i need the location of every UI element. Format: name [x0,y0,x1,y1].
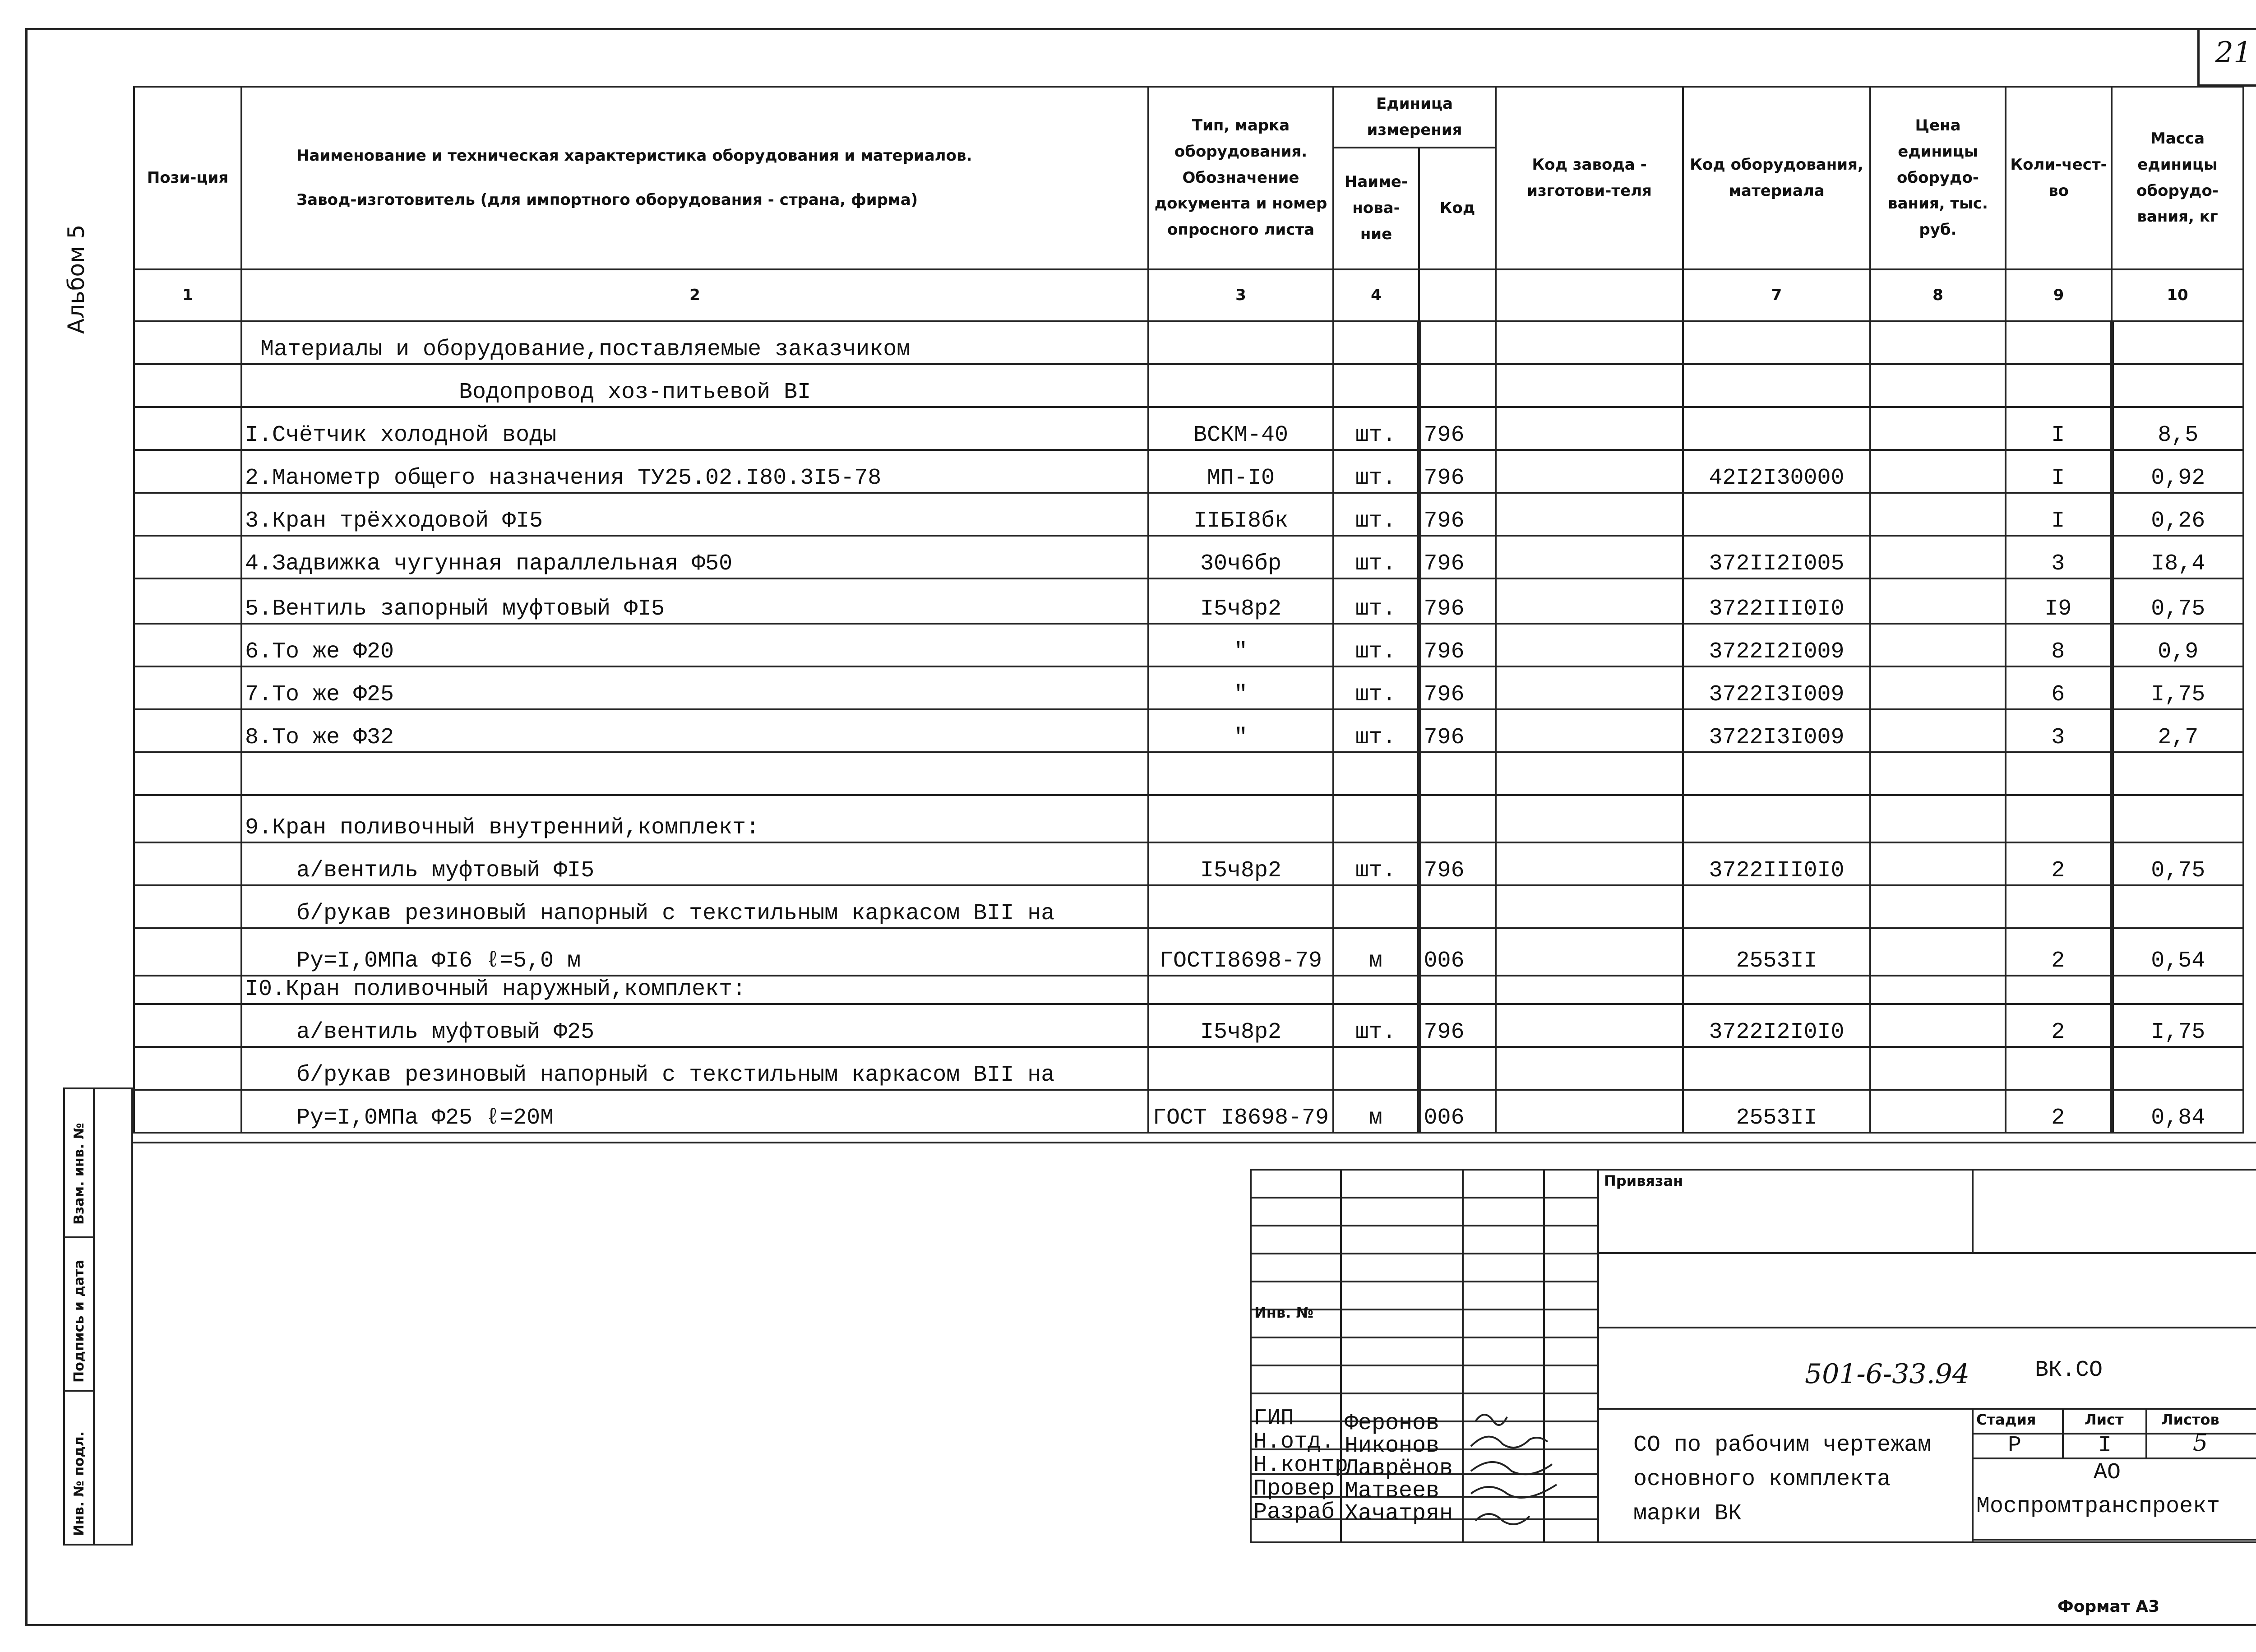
row-material-code [1683,407,1870,450]
table-row [134,624,2243,666]
row-type [1148,752,1333,795]
specification-table [133,86,2244,1134]
row-mass: I,75 [2112,666,2243,709]
signature-names [1345,1412,1453,1525]
row-unit [1333,1047,1419,1090]
row-material-code [1683,493,1870,536]
row-name: Py=I,0МПа Ф25 ℓ=20М [241,1090,1148,1133]
row-unit-code: 796 [1419,666,1496,709]
row-material-code: 2553II [1683,928,1870,976]
row-name: 7.То же Ф25 [241,666,1148,709]
row-mass: 2,7 [2112,709,2243,752]
row-factory-code [1496,976,1683,1004]
row-position [134,536,241,578]
name-feronov: Феронов [1345,1411,1440,1436]
row-unit-code [1419,321,1496,364]
row-unit-code: 796 [1419,578,1496,624]
strip-cell-inv-podl [65,1392,95,1544]
row-material-code: 3722III0I0 [1683,842,1870,885]
row-type: IIБI8бк [1148,493,1333,536]
table-row [134,842,2243,885]
role-prover: Провер [1253,1476,1335,1502]
table-row [134,1004,2243,1047]
role-razrab: Разраб [1253,1499,1335,1525]
strip-cell-vzam [65,1089,95,1238]
table-row [134,976,2243,1004]
row-material-code [1683,752,1870,795]
name-nikonov: Никонов [1345,1433,1440,1459]
table-row [134,450,2243,493]
table-row [134,493,2243,536]
row-type [1148,976,1333,1004]
sheets-value: 5 [2193,1430,2208,1457]
row-name [241,752,1148,795]
row-quantity: 3 [2006,536,2112,578]
row-mass [2112,1047,2243,1090]
row-position [134,578,241,624]
sheet-value: I [2098,1433,2112,1458]
row-material-code: 3722I2I009 [1683,624,1870,666]
row-position [134,493,241,536]
row-quantity: I [2006,407,2112,450]
row-unit [1333,885,1419,928]
row-unit [1333,795,1419,842]
row-unit: м [1333,1090,1419,1133]
table-row [134,752,2243,795]
row-type: " [1148,666,1333,709]
row-mass: 0,54 [2112,928,2243,976]
row-factory-code [1496,1047,1683,1090]
row-price [1870,709,2006,752]
row-name: I0.Кран поливочный наружный,комплект: [241,976,1148,1004]
row-mass [2112,752,2243,795]
row-factory-code [1496,752,1683,795]
row-price [1870,1004,2006,1047]
column-number: 4 [1333,269,1419,321]
row-factory-code [1496,364,1683,407]
row-mass: I8,4 [2112,536,2243,578]
row-unit: шт. [1333,842,1419,885]
column-number: 9 [2006,269,2112,321]
row-type [1148,795,1333,842]
table-row [134,885,2243,928]
row-name: 3.Кран трёхходовой ФI5 [241,493,1148,536]
row-quantity: I [2006,450,2112,493]
row-unit [1333,976,1419,1004]
approval-strip [63,1087,133,1546]
header-factory-code: Код завода - изготови-теля [1496,87,1683,269]
grid-line [1972,1539,2256,1541]
row-position [134,624,241,666]
row-type: МП-I0 [1148,450,1333,493]
strip-label-inv-podl: Инв. № подл. [71,1431,87,1536]
row-price [1870,752,2006,795]
row-position [134,450,241,493]
row-position [134,1047,241,1090]
table-row [134,1090,2243,1133]
row-type: I5ч8р2 [1148,1004,1333,1047]
row-unit-code: 796 [1419,450,1496,493]
grid-line [1597,1408,2256,1410]
row-material-code [1683,976,1870,1004]
row-mass: 0,92 [2112,450,2243,493]
row-factory-code [1496,578,1683,624]
name-matveev: Матвеев [1345,1478,1440,1504]
document-description [1633,1428,1931,1531]
document-number: 501-6-33.94 [1805,1358,1970,1390]
row-price [1870,450,2006,493]
row-price [1870,795,2006,842]
row-position [134,752,241,795]
row-name: 5.Вентиль запорный муфтовый ФI5 [241,578,1148,624]
grid-line [1597,1327,2256,1328]
column-number: 2 [241,269,1148,321]
header-unit-code: Код [1419,148,1496,269]
row-quantity [2006,1047,2112,1090]
row-position [134,842,241,885]
row-factory-code [1496,624,1683,666]
org-line-1: АО [2094,1460,2121,1485]
row-unit: шт. [1333,493,1419,536]
row-name: 4.Задвижка чугунная параллельная Ф50 [241,536,1148,578]
row-material-code [1683,885,1870,928]
row-type: 30ч6бр [1148,536,1333,578]
description-line-3: марки ВК [1633,1501,1742,1527]
row-position [134,666,241,709]
name-lavrenov: Лаврёнов [1345,1456,1453,1481]
header-unit-name: Наиме-нова-ние [1333,148,1419,269]
stage-value: Р [2008,1433,2022,1458]
row-position [134,407,241,450]
row-quantity: I [2006,493,2112,536]
row-mass: 0,26 [2112,493,2243,536]
role-n-kontr: Н.контр [1253,1453,1349,1478]
strip-label-vzam: Взам. инв. № [71,1123,87,1225]
row-unit [1333,752,1419,795]
column-number: 1 [134,269,241,321]
row-quantity: 2 [2006,1004,2112,1047]
row-mass: 0,84 [2112,1090,2243,1133]
row-material-code: 3722I3I009 [1683,709,1870,752]
row-unit: шт. [1333,624,1419,666]
row-price [1870,624,2006,666]
row-mass: 0,75 [2112,842,2243,885]
row-quantity: 8 [2006,624,2112,666]
row-unit: шт. [1333,709,1419,752]
row-factory-code [1496,842,1683,885]
row-type: ГОСТI8698-79 [1148,928,1333,976]
row-quantity: 3 [2006,709,2112,752]
row-factory-code [1496,666,1683,709]
row-factory-code [1496,1090,1683,1133]
role-gip: ГИП [1253,1406,1294,1431]
table-row [134,578,2243,624]
row-price [1870,1047,2006,1090]
header-mass: Масса единицы оборудо-вания, кг [2112,87,2243,269]
album-label: Альбом 5 [63,224,89,334]
row-quantity [2006,321,2112,364]
row-unit: шт. [1333,1004,1419,1047]
header-name-line2: Завод-изготовитель (для импортного оборудования - страна, фирма) [296,190,918,209]
row-factory-code [1496,321,1683,364]
row-position [134,976,241,1004]
description-line-2: основного комплекта [1633,1467,1891,1492]
row-quantity [2006,885,2112,928]
row-unit-code [1419,795,1496,842]
row-type: I5ч8р2 [1148,578,1333,624]
row-name: Py=I,0МПа ФI6 ℓ=5,0 м [241,928,1148,976]
row-factory-code [1496,795,1683,842]
row-position [134,1090,241,1133]
sheet-label: Лист [2085,1411,2124,1428]
strip-label-podpis: Подпись и дата [71,1259,87,1383]
name-khachatryan: Хачатрян [1345,1501,1453,1527]
row-unit-code: 796 [1419,493,1496,536]
row-unit-code: 006 [1419,928,1496,976]
row-mass: 8,5 [2112,407,2243,450]
row-unit: шт. [1333,407,1419,450]
row-name: Материалы и оборудование,поставляемые заказчиком [241,321,1148,364]
grid-line [1250,1393,1597,1394]
header-position: Пози-ция [134,87,241,269]
column-number: 10 [2112,269,2243,321]
row-mass [2112,321,2243,364]
row-position [134,709,241,752]
title-block [1250,1169,2256,1543]
document-mark: ВК.СО [2035,1357,2103,1383]
row-price [1870,976,2006,1004]
table-row [134,795,2243,842]
grid-line [1250,1225,1597,1226]
row-price [1870,578,2006,624]
row-price [1870,666,2006,709]
row-factory-code [1496,407,1683,450]
row-unit-code: 796 [1419,407,1496,450]
grid-line [1250,1281,1597,1282]
row-position [134,321,241,364]
row-name: б/рукав резиновый напорный с текстильным каркасом BII на [241,1047,1148,1090]
row-factory-code [1496,1004,1683,1047]
row-quantity: 2 [2006,842,2112,885]
row-unit: м [1333,928,1419,976]
row-material-code: 42I2I30000 [1683,450,1870,493]
row-factory-code [1496,928,1683,976]
table-row [134,407,2243,450]
row-factory-code [1496,493,1683,536]
row-type [1148,1047,1333,1090]
row-unit-code [1419,364,1496,407]
row-price [1870,536,2006,578]
row-type: I5ч8р2 [1148,842,1333,885]
row-type [1148,364,1333,407]
row-material-code: 3722III0I0 [1683,578,1870,624]
header-material-code: Код оборудования, материала [1683,87,1870,269]
row-name: 8.То же Ф32 [241,709,1148,752]
row-type [1148,885,1333,928]
table-row [134,321,2243,364]
row-type: ВСКМ-40 [1148,407,1333,450]
row-material-code: 372II2I005 [1683,536,1870,578]
row-material-code [1683,364,1870,407]
row-factory-code [1496,709,1683,752]
row-position [134,364,241,407]
grid-line [2062,1408,2064,1458]
grid-line [1972,1408,1974,1543]
row-material-code [1683,795,1870,842]
grid-line [1972,1169,1974,1252]
org-line-2: Моспромтранспроект [1976,1494,2220,1519]
row-position [134,928,241,976]
row-factory-code [1496,536,1683,578]
column-number [1419,269,1496,321]
row-quantity: I9 [2006,578,2112,624]
row-mass: 0,9 [2112,624,2243,666]
row-material-code: 2553II [1683,1090,1870,1133]
row-name: а/вентиль муфтовый Ф25 [241,1004,1148,1047]
row-unit-code [1419,885,1496,928]
row-position [134,795,241,842]
row-price [1870,321,2006,364]
row-quantity: 2 [2006,1090,2112,1133]
grid-line [1250,1365,1597,1366]
row-price [1870,928,2006,976]
row-name: Водопровод хоз-питьевой BI [241,364,1148,407]
header-price: Цена единицы оборудо-вания, тыс. руб. [1870,87,2006,269]
row-mass [2112,885,2243,928]
row-unit-code: 796 [1419,536,1496,578]
row-price [1870,1090,2006,1133]
table-row [134,928,2243,976]
table-row [134,666,2243,709]
row-factory-code [1496,885,1683,928]
inv-no-label: Инв. № [1254,1304,1313,1321]
grid-line [1597,1252,2256,1254]
privyazan-label: Привязан [1604,1172,1683,1189]
row-quantity [2006,976,2112,1004]
handwritten-signatures [1466,1408,1602,1539]
row-position [134,1004,241,1047]
row-type: " [1148,624,1333,666]
row-material-code [1683,1047,1870,1090]
row-position [134,885,241,928]
row-unit-code [1419,976,1496,1004]
header-name-line1: Наименование и техническая характеристика оборудования и материалов. [296,146,972,165]
stage-label: Стадия [1976,1411,2036,1428]
header-quantity: Коли-чест-во [2006,87,2112,269]
row-unit-code [1419,752,1496,795]
row-unit: шт. [1333,666,1419,709]
row-quantity: 6 [2006,666,2112,709]
format-label: Формат А3 [2057,1597,2160,1616]
page-number: 21 [2215,36,2252,69]
grid-line [1250,1253,1597,1254]
sheets-label: Листов [2161,1411,2219,1428]
row-price [1870,364,2006,407]
row-name: 9.Кран поливочный внутренний,комплект: [241,795,1148,842]
row-unit-code: 006 [1419,1090,1496,1133]
column-number: 7 [1683,269,1870,321]
row-factory-code [1496,450,1683,493]
header-name [241,87,1148,269]
row-material-code: 3722I3I009 [1683,666,1870,709]
row-price [1870,407,2006,450]
table-body [134,321,2243,1133]
header-unit-group: Единица измерения [1333,87,1496,148]
row-type: ГОСТ I8698-79 [1148,1090,1333,1133]
row-type: " [1148,709,1333,752]
row-name: 2.Манометр общего назначения ТУ25.02.I80.3I5-78 [241,450,1148,493]
row-price [1870,885,2006,928]
row-quantity [2006,364,2112,407]
role-n-otd: Н.отд. [1253,1429,1335,1455]
row-price [1870,493,2006,536]
row-unit [1333,321,1419,364]
table-row [134,1047,2243,1090]
row-type [1148,321,1333,364]
row-mass [2112,976,2243,1004]
row-unit-code: 796 [1419,1004,1496,1047]
row-mass: 0,75 [2112,578,2243,624]
row-mass: I,75 [2112,1004,2243,1047]
row-name: 6.То же Ф20 [241,624,1148,666]
row-unit-code: 796 [1419,624,1496,666]
row-material-code: 3722I2I0I0 [1683,1004,1870,1047]
row-quantity [2006,752,2112,795]
grid-line [1250,1197,1597,1199]
grid-line [2145,1408,2147,1458]
row-name: б/рукав резиновый напорный с текстильным каркасом BII на [241,885,1148,928]
row-mass [2112,364,2243,407]
row-unit-code: 796 [1419,709,1496,752]
row-quantity [2006,795,2112,842]
table-row [134,709,2243,752]
column-number: 8 [1870,269,2006,321]
column-number [1496,269,1683,321]
table-row [134,364,2243,407]
row-name: I.Счётчик холодной воды [241,407,1148,450]
row-unit-code: 796 [1419,842,1496,885]
signature-roles [1253,1407,1348,1524]
header-type: Тип, марка оборудования. Обозначение документа и номер опросного листа [1148,87,1333,269]
grid-line [1250,1337,1597,1338]
row-unit: шт. [1333,450,1419,493]
column-number: 3 [1148,269,1333,321]
row-price [1870,842,2006,885]
row-unit: шт. [1333,578,1419,624]
row-quantity: 2 [2006,928,2112,976]
row-unit [1333,364,1419,407]
row-unit: шт. [1333,536,1419,578]
row-mass [2112,795,2243,842]
table-bottom-line [133,1142,2256,1143]
strip-cell-podpis [65,1238,95,1392]
row-material-code [1683,321,1870,364]
table-row [134,536,2243,578]
row-name: а/вентиль муфтовый ФI5 [241,842,1148,885]
description-line-1: СО по рабочим чертежам [1633,1432,1932,1458]
row-unit-code [1419,1047,1496,1090]
